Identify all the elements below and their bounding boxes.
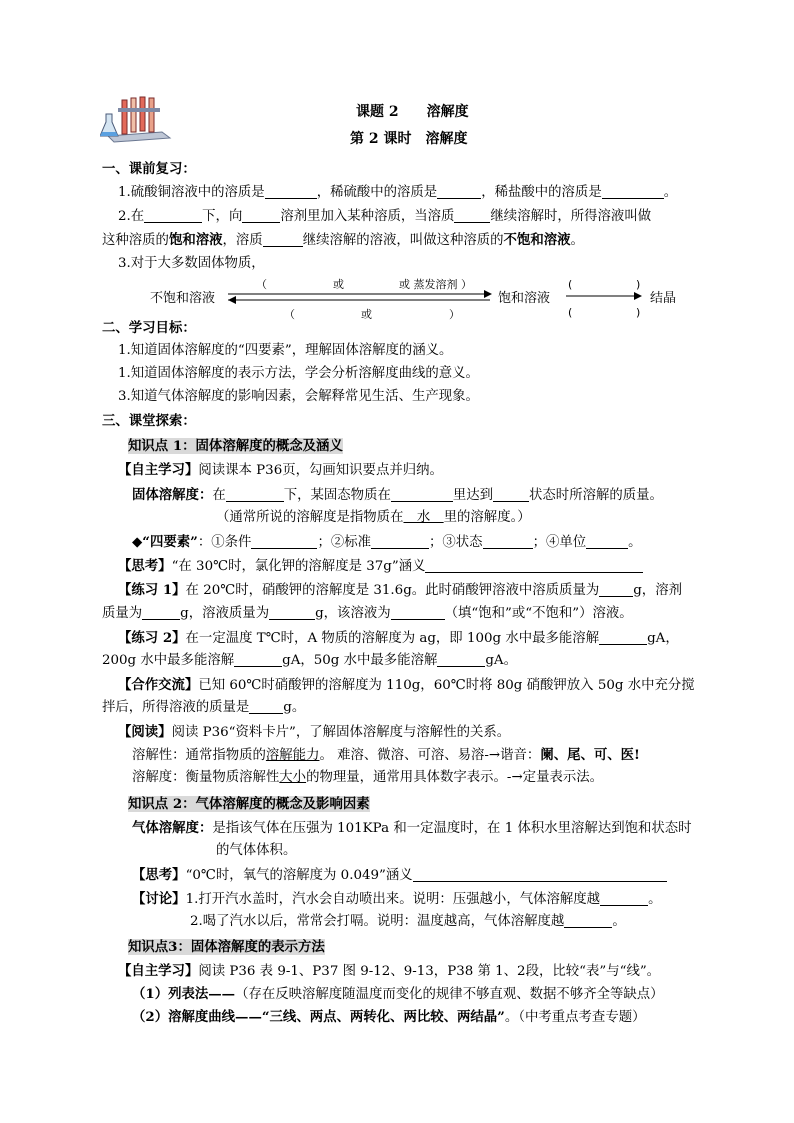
solubility-degree: 溶解度：衡量物质溶解性大小的物理量，通常用具体数字表示。-→定量表示法。 xyxy=(132,770,604,785)
solubility-term: 溶解性：通常指物质的溶解能力。 难溶、微溶、可溶、易溶-→谐音：阑、尾、可、医! xyxy=(132,747,640,763)
review-q1: 1.硫酸铜溶液中的溶质是 ，稀硫酸中的溶质是 ，稀盐酸中的溶质是 。 xyxy=(118,185,678,200)
discussion-2: 2.喝了汽水以后，常常会打嗝。说明：温度越高，气体溶解度越 。 xyxy=(190,914,626,929)
review-q2a: 2.在 下，向 溶剂里加入某种溶质，当溶质 继续溶解时，所得溶液叫做 xyxy=(118,209,652,224)
cryst-paren-close-top: ) xyxy=(636,278,641,291)
cryst-paren-close-bottom: ) xyxy=(636,306,641,319)
forward-condition-label: （ 或 或 蒸发溶剂 ） xyxy=(256,278,472,291)
review-q2b: 这种溶质的饱和溶液，溶质 继续溶解的溶液，叫做这种溶质的不饱和溶液。 xyxy=(102,232,584,248)
method-curve: （2）溶解度曲线——“三线、两点、两转化、两比较、两结晶”。（中考重点考查专题） xyxy=(132,1009,646,1025)
goal-1: 1.知道固体溶解度的“四要素”，理解固体溶解度的涵义。 xyxy=(118,343,453,358)
gas-solubility-a: 气体溶解度：是指该气体在压强为 101KPa 和一定温度时，在 1 体积水里溶解达到饱和状态时 xyxy=(132,820,692,836)
knowledge-point-3: 知识点3：固体溶解度的表示方法 xyxy=(128,939,325,955)
crystallization-label: 结晶 xyxy=(650,291,677,306)
saturated-solution-label: 饱和溶液 xyxy=(498,291,551,306)
discussion-1: 【讨论】1.打开汽水盖时，汽水会自动喷出来。说明：压强越小，气体溶解度越 。 xyxy=(132,891,662,907)
think-1: 【思考】“在 30℃时，氯化钾的溶解度是 37g”涵义 xyxy=(118,557,643,576)
exercise-1b: 质量为 g，溶液质量为 g，该溶液为 （填“饱和”或“不饱和”）溶液。 xyxy=(102,606,633,621)
conversion-diagram xyxy=(140,274,700,324)
goal-2: 1.知道固体溶解度的表示方法，学会分析溶解度曲线的意义。 xyxy=(118,366,479,381)
exercise-2a: 【练习 2】在一定温度 T℃时，A 物质的溶解度为 ag，即 100g 水中最多能溶解 gA， xyxy=(118,630,679,646)
cryst-paren-open-top: ( xyxy=(568,278,573,291)
reading: 【阅读】阅读 P36“资料卡片”，了解固体溶解度与溶解性的关系。 xyxy=(118,724,511,740)
review-q3: 3.对于大多数固体物质， xyxy=(118,256,265,271)
cooperation-a: 【合作交流】已知 60℃时硝酸钾的溶解度为 110g，60℃时将 80g 硝酸钾放入 50g 水中充分搅 xyxy=(118,677,695,693)
arrow-left-icon xyxy=(228,296,236,304)
cooperation-b: 拌后，所得溶液的质量是 g。 xyxy=(102,700,306,715)
gas-solubility-b: 的气体体积。 xyxy=(216,843,297,858)
self-study-3: 【自主学习】阅读 P36 表 9-1、P37 图 9-12、9-13，P38 第 1、2段，比较“表”与“线”。 xyxy=(118,963,661,979)
definition-note: （通常所说的溶解度是指物质在 水 里的溶解度。） xyxy=(216,510,531,525)
lesson-title: 课题 2 溶解度 xyxy=(356,104,469,120)
cryst-paren-open-bottom: ( xyxy=(568,306,573,319)
knowledge-point-1: 知识点 1：固体溶解度的概念及涵义 xyxy=(128,438,343,454)
knowledge-point-2: 知识点 2：气体溶解度的概念及影响因素 xyxy=(128,796,370,812)
four-elements: ◆“四要素”：①条件 ；②标准 ；③状态 ；④单位 。 xyxy=(132,534,642,550)
explore-heading: 三、课堂探索： xyxy=(102,413,196,429)
solid-solubility-definition: 固体溶解度：在 下，某固态物质在 里达到 状态时所溶解的质量。 xyxy=(132,487,663,503)
review-heading: 一、课前复习： xyxy=(102,161,196,177)
method-table: （1）列表法——（存在反映溶解度随温度而变化的规律不够直观、数据不够齐全等缺点） xyxy=(132,986,664,1002)
reverse-condition-label: （ 或 ） xyxy=(284,308,460,321)
exercise-2b: 200g 水中最多能溶解 gA，50g 水中最多能溶解 gA。 xyxy=(102,653,517,668)
exercise-1a: 【练习 1】在 20℃时，硝酸钾的溶解度是 31.6g。此时硝酸钾溶液中溶质质量为 g，溶剂 xyxy=(118,582,682,598)
unsaturated-solution-label: 不饱和溶液 xyxy=(150,291,216,306)
test-tube-rack-logo xyxy=(100,92,178,144)
arrow-right-icon xyxy=(634,292,642,300)
goals-heading: 二、学习目标： xyxy=(102,320,196,336)
self-study-1: 【自主学习】阅读课本 P36页，勾画知识要点并归纳。 xyxy=(118,462,443,478)
think-2: 【思考】“0℃时，氧气的溶解度为 0.049”涵义 xyxy=(132,866,667,885)
lesson-subtitle: 第 2 课时 溶解度 xyxy=(350,131,468,147)
goal-3: 3.知道气体溶解度的影响因素，会解释常见生活、生产现象。 xyxy=(118,389,479,404)
arrow-right-icon xyxy=(484,290,492,298)
